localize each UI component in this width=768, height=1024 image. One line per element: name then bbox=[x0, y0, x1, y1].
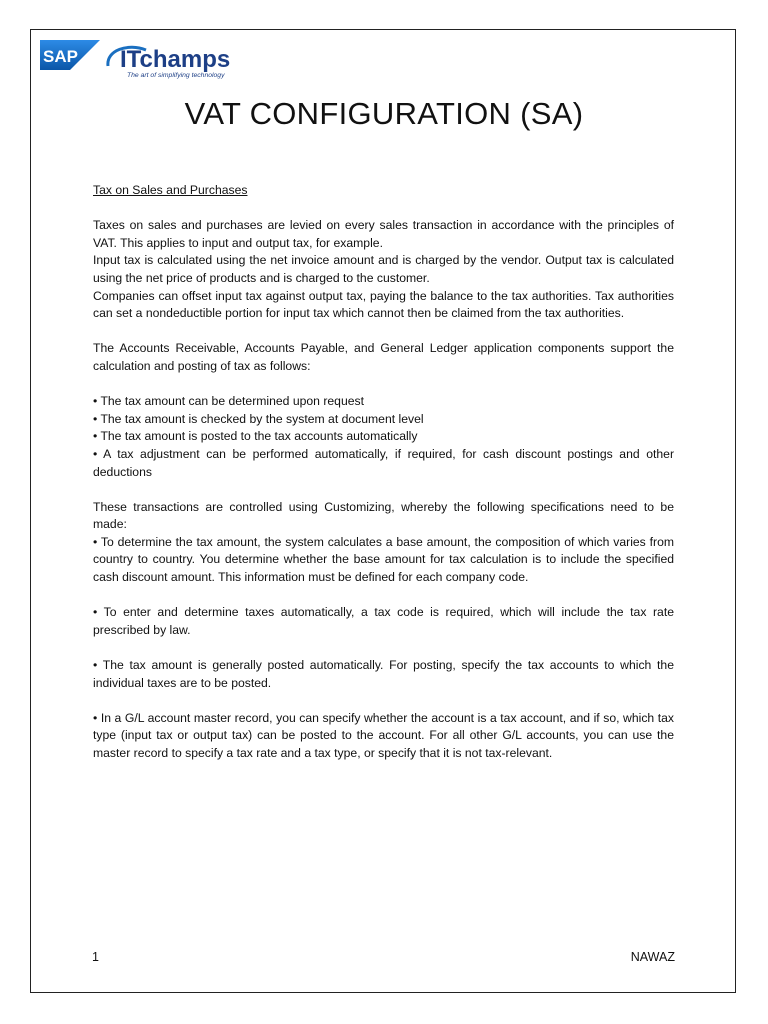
document-title: VAT CONFIGURATION (SA) bbox=[184, 96, 584, 131]
sap-logo-text: SAP bbox=[43, 47, 78, 66]
bullet-item: • The tax amount is posted to the tax accounts automatically bbox=[93, 428, 674, 446]
itchamps-tagline: The art of simplifying technology bbox=[127, 72, 225, 79]
customizing-paragraph: These transactions are controlled using Customizing, whereby the following specifications need to be made: bbox=[93, 499, 674, 532]
intro-paragraph-2: Input tax is calculated using the net invoice amount and is charged by the vendor. Output tax is calculated using the net price of products and is charged to the customer. bbox=[93, 253, 674, 285]
spec-item: • In a G/L account master record, you can specify whether the account is a tax account, and if so, which tax type (input tax or output tax) can be posted to the account. For all other G/L accounts, you can use the master record to specify a tax rate and a tax type, or specify that it is not tax-relevant. bbox=[93, 710, 674, 763]
footer-author: NAWAZ bbox=[630, 950, 675, 964]
itchamps-logo-text: ITchamps bbox=[120, 46, 231, 73]
section-heading: Tax on Sales and Purchases bbox=[93, 183, 248, 197]
bullet-item: • A tax adjustment can be performed automatically, if required, for cash discount postings and other deductions bbox=[93, 446, 674, 481]
intro-paragraph-1: Taxes on sales and purchases are levied on every sales transaction in accordance with the principles of VAT. This applies to input and output tax, for example. bbox=[93, 218, 674, 250]
spec-item: • To enter and determine taxes automatically, a tax code is required, which will include the tax rate prescribed by law. bbox=[93, 604, 674, 639]
bullet-item: • The tax amount is checked by the system at document level bbox=[93, 411, 674, 429]
intro-paragraph-3: Companies can offset input tax against output tax, paying the balance to the tax authorities. Tax authorities can set a nondeductible portion for input tax which cannot then be claimed from the tax authorities. bbox=[93, 288, 674, 321]
bullet-item: • The tax amount can be determined upon request bbox=[93, 393, 674, 411]
spec-item: • To determine the tax amount, the system calculates a base amount, the composition of which varies from country to country. You determine whether the base amount for tax calculation is to include the specified cash discount amount. This information must be defined for each company code. bbox=[93, 534, 674, 587]
document-body bbox=[93, 182, 674, 763]
spec-item: • The tax amount is generally posted automatically. For posting, specify the tax accounts to which the individual taxes are to be posted. bbox=[93, 657, 674, 692]
support-paragraph: The Accounts Receivable, Accounts Payable, and General Ledger application components support the calculation and posting of tax as follows: bbox=[93, 341, 674, 373]
page-number: 1 bbox=[92, 950, 99, 964]
sap-logo bbox=[40, 40, 100, 70]
itchamps-logo bbox=[104, 40, 274, 80]
